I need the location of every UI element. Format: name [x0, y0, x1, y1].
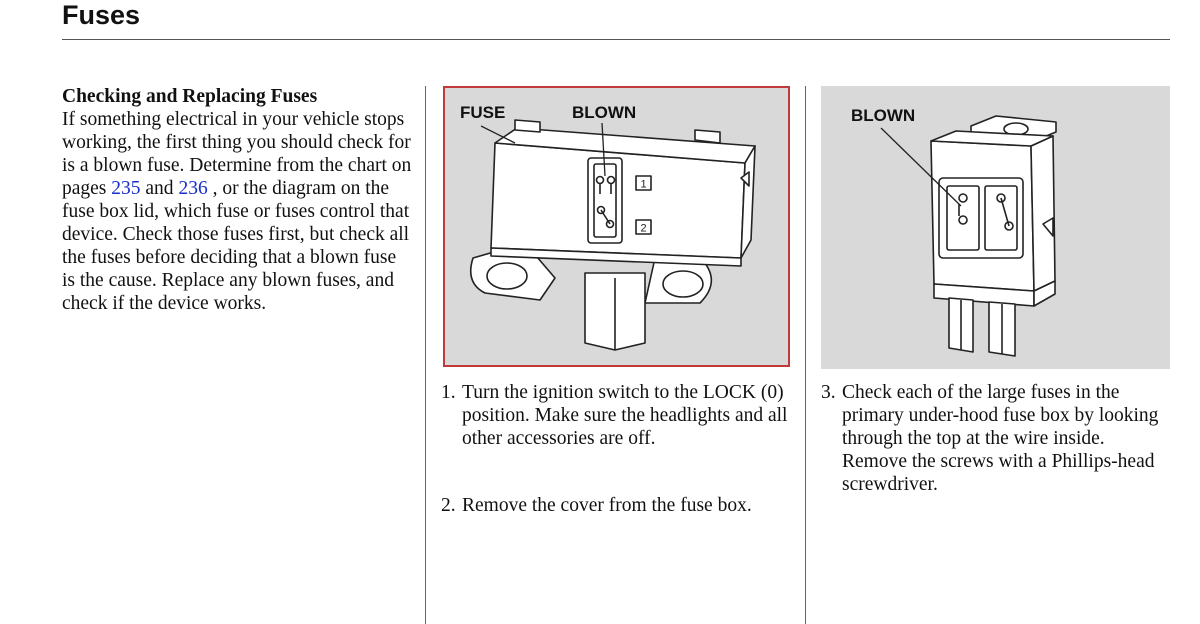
- page-link-235[interactable]: 235: [111, 178, 141, 199]
- step-2: [441, 494, 793, 517]
- intro-section: [62, 85, 412, 315]
- title-divider: [62, 39, 1170, 40]
- figure-large-fuse: [821, 86, 1170, 369]
- column-divider-left: [425, 86, 426, 624]
- label-blown-1: BLOWN: [572, 103, 637, 122]
- label-fuse: FUSE: [460, 103, 506, 122]
- page-link-236[interactable]: 236: [178, 178, 208, 199]
- step-3: [821, 381, 1173, 496]
- step-2-text: Remove the cover from the fuse box.: [462, 495, 752, 516]
- figure-small-fuse: [443, 86, 790, 367]
- page-title: Fuses: [62, 0, 141, 30]
- section-heading: Checking and Replacing Fuses: [62, 86, 318, 107]
- label-blown-2: BLOWN: [851, 106, 916, 125]
- step-2-number: 2.: [441, 495, 456, 516]
- step-3-text: Check each of the large fuses in the primary under-hood fuse box by looking through the top at the wire inside. Remove the screws with a Phillips-head screwdriver.: [842, 382, 1159, 495]
- intro-and: and: [140, 178, 179, 199]
- step-3-number: 3.: [821, 382, 836, 403]
- step-1: [441, 381, 793, 450]
- fuse-marker-2: 2: [640, 222, 647, 235]
- small-fuse-illustration: [445, 88, 788, 365]
- large-fuse-illustration: [821, 86, 1170, 369]
- fuse-marker-1: 1: [640, 178, 647, 191]
- column-divider-right: [805, 86, 806, 624]
- step-1-text: Turn the ignition switch to the LOCK (0) position. Make sure the headlights and all other accessories are off.: [462, 382, 788, 449]
- intro-text-1: If something electrical in your vehicle stops working, the first thing you should check for is a blown fuse. Determine from the chart on pages: [62, 109, 412, 199]
- step-1-number: 1.: [441, 382, 456, 403]
- intro-paragraph: [62, 108, 412, 315]
- intro-text-2: , or the diagram on the fuse box lid, which fuse or fuses control that device. Check those fuses first, but check all the fuses before deciding that a blown fuse is the cause. Replace any blown fuses, and check if the device works.: [62, 178, 410, 314]
